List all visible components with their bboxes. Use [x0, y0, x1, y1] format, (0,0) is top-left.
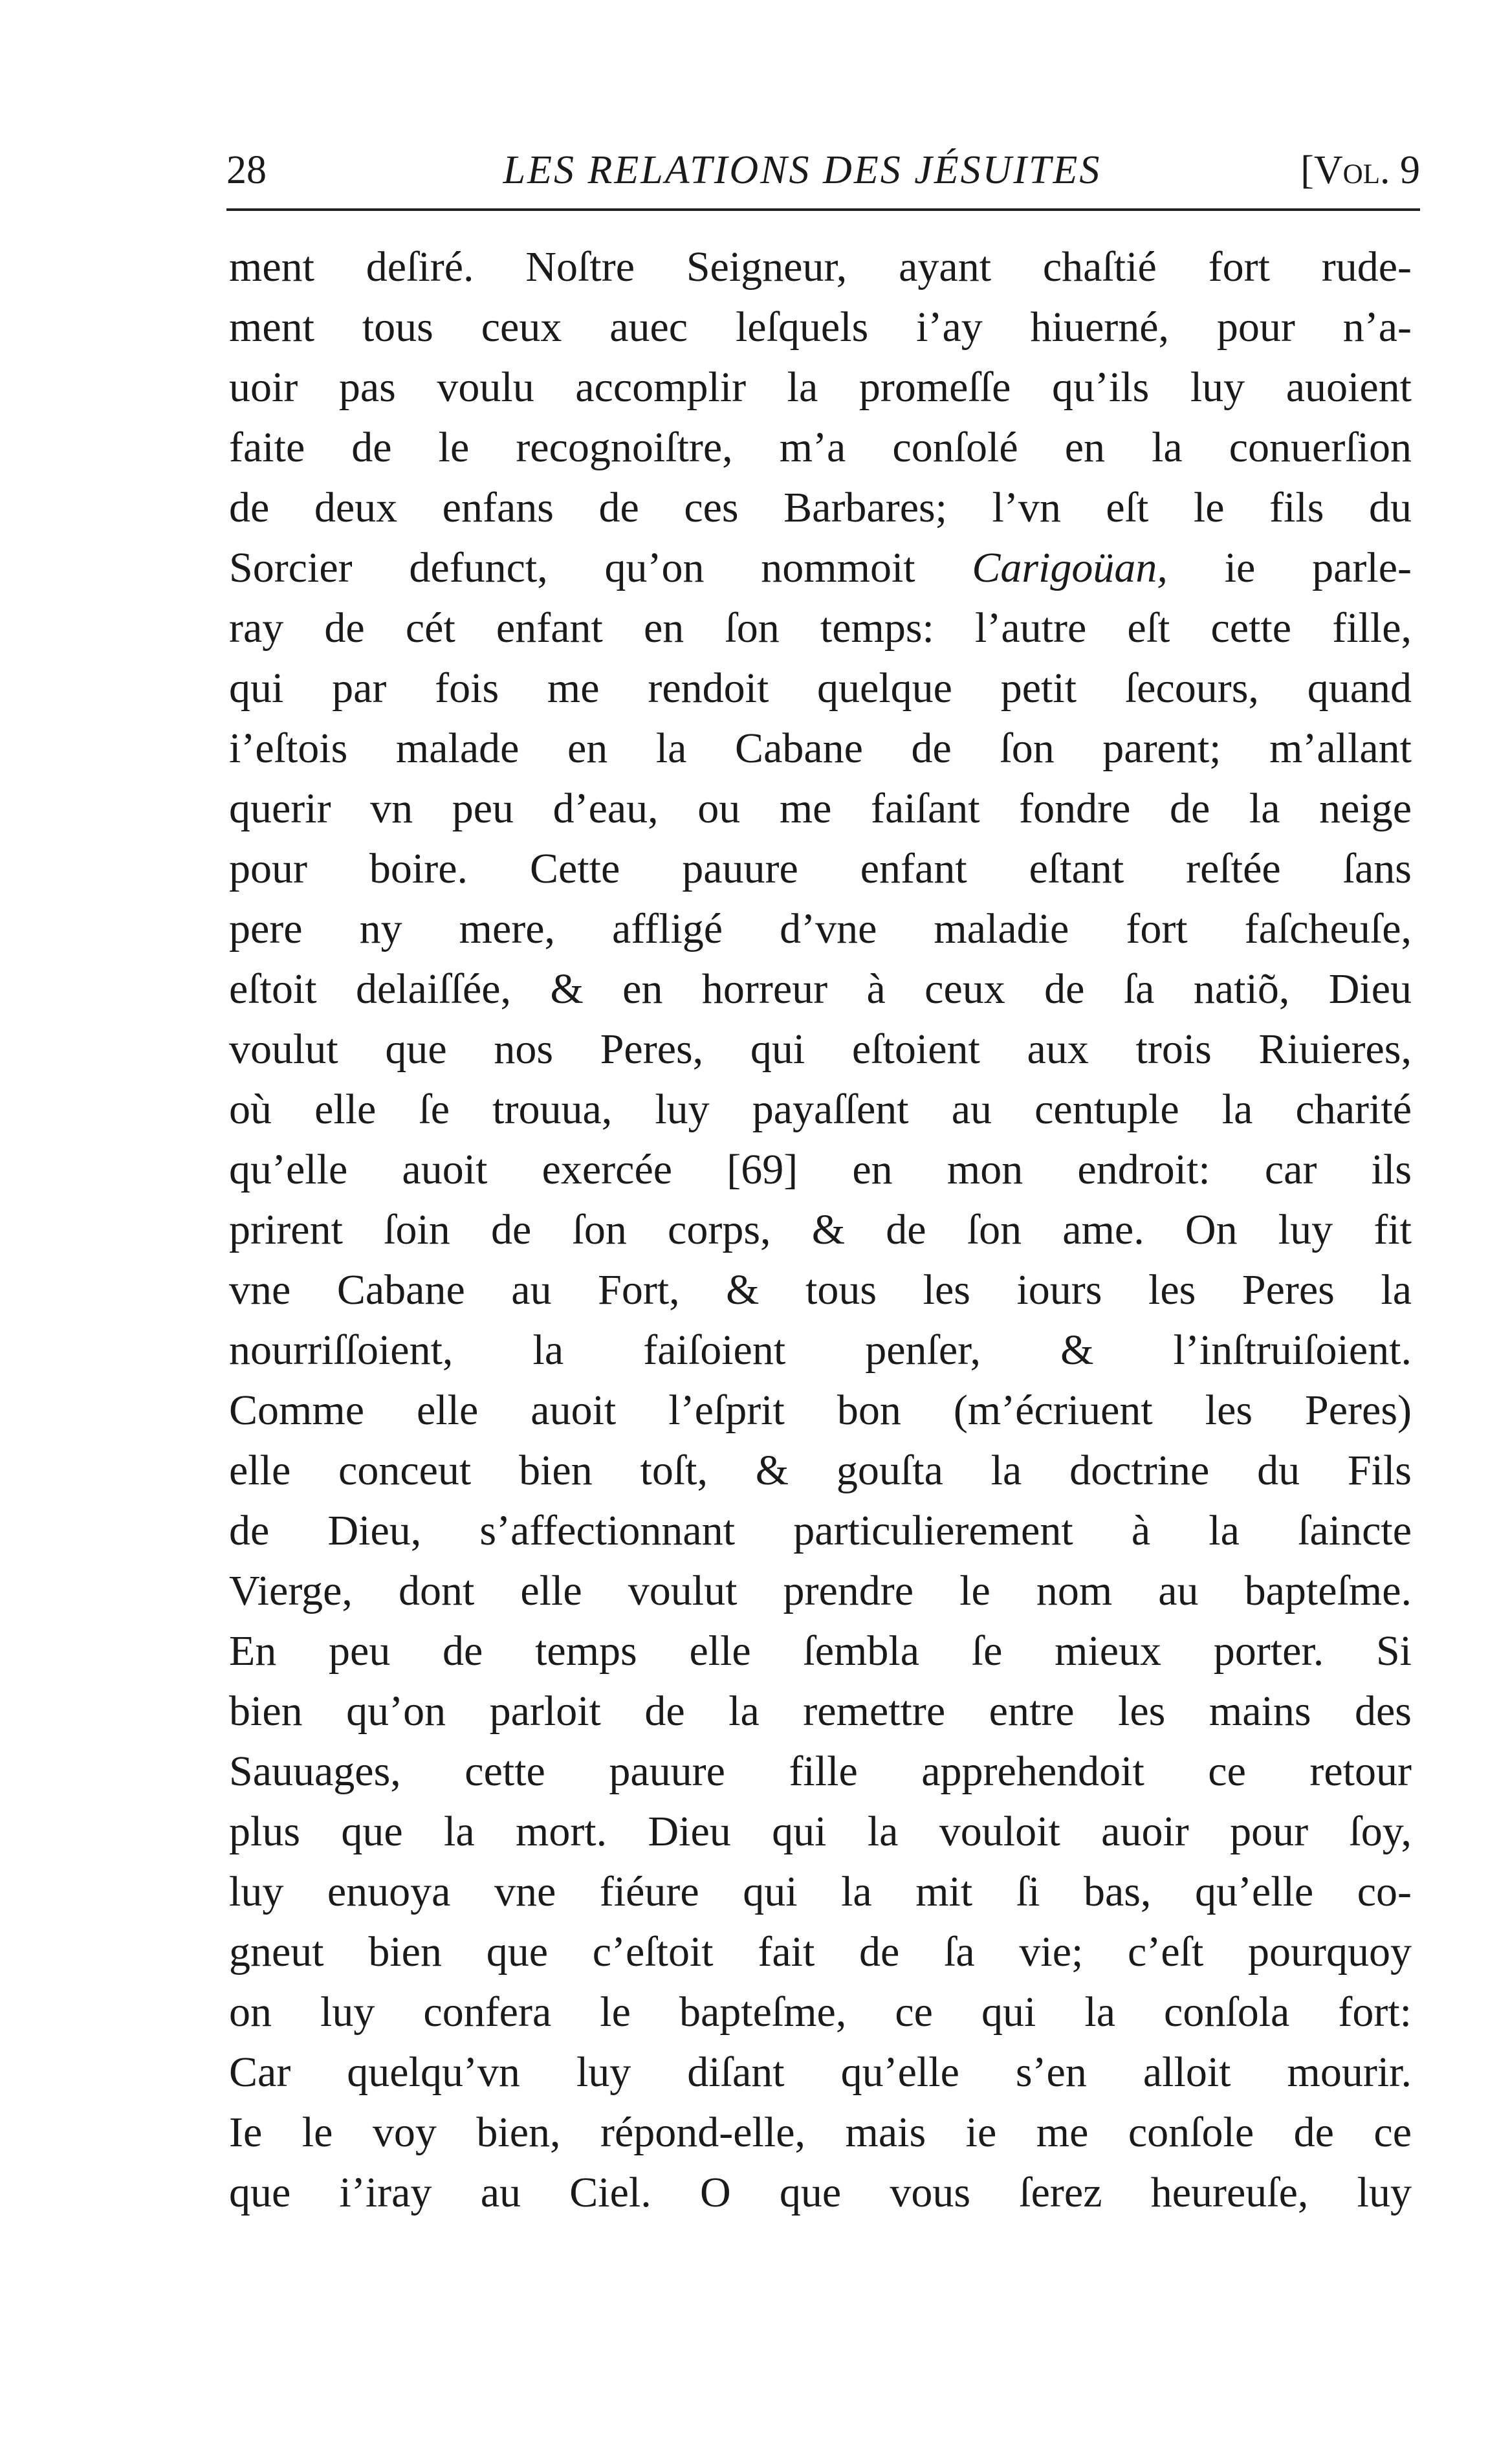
text-line	[229, 1922, 1412, 1982]
text-segment: Car quelqu’vn luy diſant qu’elle s’en alloit mourir.	[229, 2049, 1412, 2096]
text-segment: nourriſſoient, la faiſoient penſer, & l’inſtruiſoient.	[229, 1326, 1412, 1374]
text-line	[229, 297, 1412, 357]
text-line	[229, 2102, 1412, 2162]
text-line	[229, 1621, 1412, 1681]
text-segment: i’eſtois malade en la Cabane de ſon parent; m’allant	[229, 725, 1412, 772]
text-line	[229, 1982, 1412, 2042]
text-line	[229, 1260, 1412, 1320]
text-segment: pere ny mere, affligé d’vne maladie fort faſcheuſe,	[229, 905, 1412, 952]
text-segment: En peu de temps elle ſembla ſe mieux porter. Si	[229, 1627, 1412, 1675]
text-segment: où elle ſe trouua, luy payaſſent au centuple la charité	[229, 1086, 1412, 1133]
text-line	[229, 2042, 1412, 2102]
text-line	[229, 1139, 1412, 1200]
text-line	[229, 598, 1412, 658]
text-segment: vne Cabane au Fort, & tous les iours les Peres la	[229, 1266, 1412, 1314]
text-segment: ment tous ceux auec leſquels i’ay hiuerné, pour n’a-	[229, 303, 1412, 351]
body-text	[229, 237, 1412, 2223]
text-line	[229, 237, 1412, 297]
text-segment: de Dieu, s’affectionnant particulierement à la ſaincte	[229, 1507, 1412, 1554]
text-line	[229, 778, 1412, 839]
running-header	[226, 141, 1420, 199]
text-segment: faite de le recognoiſtre, m’a conſolé en la conuerſion	[229, 424, 1412, 471]
text-line	[229, 1320, 1412, 1380]
text-segment: ment deſiré. Noſtre Seigneur, ayant chaſtié fort rude-	[229, 243, 1412, 291]
text-segment: Vierge, dont elle voulut prendre le nom au bapteſme.	[229, 1567, 1412, 1614]
text-segment: qu’elle auoit exercée [69] en mon endroit: car ils	[229, 1146, 1412, 1193]
text-line	[229, 899, 1412, 959]
text-line	[229, 1801, 1412, 1862]
text-line	[229, 417, 1412, 478]
text-segment: voulut que nos Peres, qui eſtoient aux trois Riuieres,	[229, 1026, 1412, 1073]
text-line	[229, 718, 1412, 778]
text-line	[229, 658, 1412, 718]
text-segment: luy enuoya vne fiéure qui la mit ſi bas, qu’elle co-	[229, 1868, 1412, 1915]
text-segment: Sorcier defunct, qu’on nommoit	[229, 544, 972, 591]
text-line	[229, 1079, 1412, 1139]
text-line	[229, 1561, 1412, 1621]
running-title: LES RELATIONS DES JÉSUITES	[503, 148, 1102, 192]
text-segment: prirent ſoin de ſon corps, & de ſon ame. On luy fit	[229, 1206, 1412, 1253]
text-segment: plus que la mort. Dieu qui la vouloit auoir pour ſoy,	[229, 1808, 1412, 1855]
text-segment: gneut bien que c’eſtoit fait de ſa vie; c’eſt pourquoy	[229, 1928, 1412, 1975]
text-line	[229, 1440, 1412, 1501]
text-segment: elle conceut bien toſt, & gouſta la doctrine du Fils	[229, 1447, 1412, 1494]
text-segment: uoir pas voulu accomplir la promeſſe qu’ils luy auoient	[229, 364, 1412, 411]
text-segment: ie parle-	[1167, 544, 1412, 591]
text-segment: Ie le voy bien, répond-elle, mais ie me conſole de ce	[229, 2109, 1412, 2156]
text-segment: eſtoit delaiſſée, & en horreur à ceux de ſa natiõ, Dieu	[229, 965, 1412, 1013]
page-number: 28	[226, 148, 267, 192]
text-line	[229, 1741, 1412, 1801]
text-line	[229, 1681, 1412, 1741]
text-line	[229, 1862, 1412, 1922]
text-line	[229, 839, 1412, 899]
text-line	[229, 1380, 1412, 1440]
italic-name: Carigoüan,	[972, 544, 1168, 591]
text-line	[229, 1019, 1412, 1079]
text-line	[229, 2162, 1412, 2223]
text-segment: Sauuages, cette pauure fille apprehendoit ce retour	[229, 1748, 1412, 1795]
text-segment: que i’iray au Ciel. O que vous ſerez heureuſe, luy	[229, 2169, 1412, 2216]
text-line	[229, 538, 1412, 598]
text-segment: pour boire. Cette pauure enfant eſtant reſtée ſans	[229, 845, 1412, 892]
text-segment: qui par fois me rendoit quelque petit ſecours, quand	[229, 665, 1412, 712]
text-segment: on luy confera le bapteſme, ce qui la conſola fort:	[229, 1988, 1412, 2036]
text-line	[229, 478, 1412, 538]
text-line	[229, 1200, 1412, 1260]
text-line	[229, 357, 1412, 417]
text-line	[229, 959, 1412, 1019]
text-line	[229, 1501, 1412, 1561]
header-rule	[226, 208, 1420, 211]
text-segment: Comme elle auoit l’eſprit bon (m’écriuent les Peres)	[229, 1387, 1412, 1434]
text-segment: querir vn peu d’eau, ou me faiſant fondre de la neige	[229, 785, 1412, 832]
volume-label: [Vol. 9	[1300, 148, 1420, 192]
text-segment: de deux enfans de ces Barbares; l’vn eſt le fils du	[229, 484, 1412, 531]
text-segment: bien qu’on parloit de la remettre entre les mains des	[229, 1688, 1412, 1735]
text-segment: ray de cét enfant en ſon temps: l’autre eſt cette fille,	[229, 604, 1412, 652]
